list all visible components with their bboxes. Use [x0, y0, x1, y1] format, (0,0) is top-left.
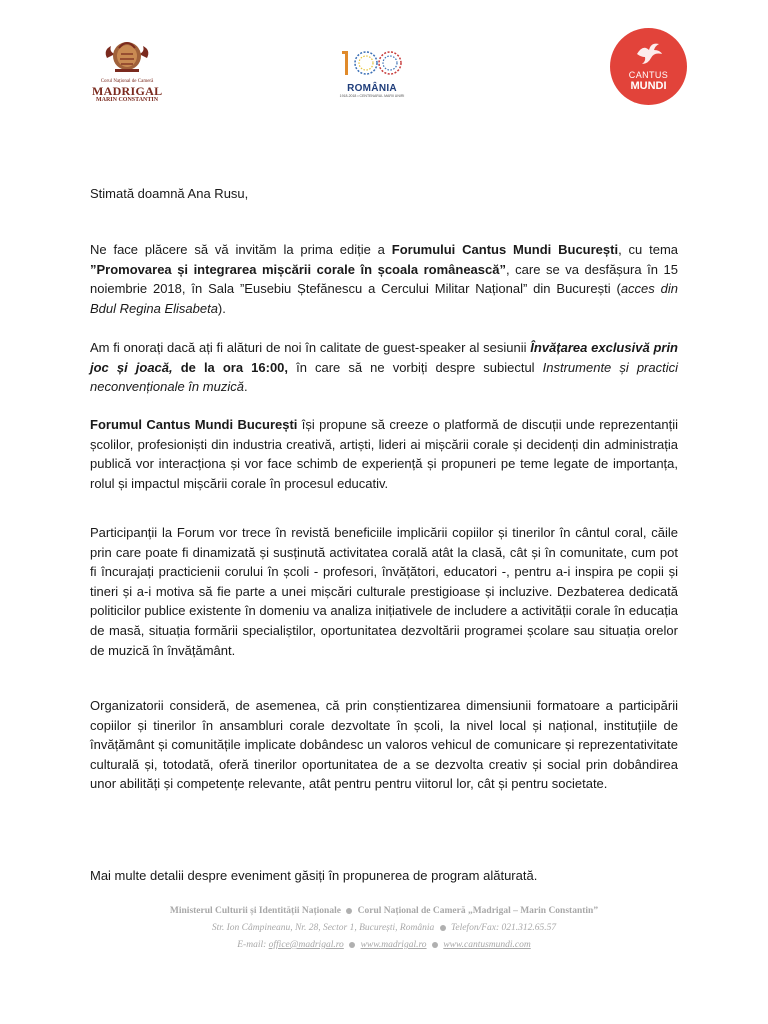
forum-name-bold: Forumul Cantus Mundi București: [90, 417, 298, 432]
talk-subject: Instrumente și practici neconvenționale în muzică: [90, 359, 678, 395]
p1-text-a: Ne face plăcere să vă invităm la prima ediție a: [90, 242, 392, 257]
forum-theme: ”Promovarea și integrarea mișcării corale în școala românească”: [90, 261, 506, 277]
romania-centenar-logo: [336, 48, 408, 100]
p3-text-b: își propune să creeze o platformă de discuții unde reprezentanții școlilor, profesioniști din industria creativă, artiști, lideri ai mișcării corale și decidenți din administrația publică vor interacționa și vor face schimb de experiență și propuneri pe teme legate de importanța, rolul și impactul mișcării corale în procesul educativ.: [90, 417, 678, 491]
centenar-word: ROMÂNIA: [347, 83, 397, 94]
p1-text-g: ).: [217, 300, 226, 316]
separator-dot-icon: [346, 908, 352, 914]
paragraph-more-details: Mai multe detalii despre eveniment găsiți în propunerea de program alăturată.: [90, 868, 538, 883]
footer-cantusmundi-link[interactable]: www.cantusmundi.com: [443, 940, 531, 950]
p2-text-f: .: [243, 379, 248, 395]
cantus-word: CANTUS: [628, 70, 669, 80]
footer-address-line: [90, 920, 678, 937]
madrigal-crest-icon: [101, 34, 153, 74]
paragraph-organizers: Organizatorii consideră, de asemenea, că prin conștientizarea dimensiunii formatoare a participării copiilor și tinerilor în ansambluri corale dezvoltate în școli, la nivel local și național, instituțiile de învățământ și comunitățile implicate dobândesc un valoros vehicul de comunicare și reprezentativitate culturală și, totodată, oferă tinerilor oportunitatea de a se dezvolta creativ și social prin dobândirea unor abilități și competențe relevante, atât pentru pentru viitorul lor, cât și pentru societate.: [90, 698, 678, 792]
separator-dot-icon: [440, 925, 446, 931]
p2-text-a: Am fi onorați dacă ați fi alături de noi în calitate de guest-speaker al sesiunii: [90, 340, 531, 355]
p2-text-d: în care să ne vorbiți despre subiectul: [288, 359, 543, 375]
footer-madrigal-link[interactable]: www.madrigal.ro: [360, 940, 427, 950]
paragraph-guest-speaker: [90, 338, 678, 397]
footer-contact-line: [90, 937, 678, 954]
footer-email-link[interactable]: office@madrigal.ro: [268, 940, 344, 950]
bird-icon: [634, 42, 664, 66]
mundi-word: MUNDI: [630, 80, 667, 92]
access-note: acces din Bdul Regina Elisabeta: [90, 281, 678, 316]
separator-dot-icon: [349, 942, 355, 948]
footer-email-label: E-mail:: [237, 940, 269, 950]
separator-dot-icon: [432, 942, 438, 948]
footer-ministry: Ministerul Culturii și Identității Naționale: [169, 906, 341, 916]
centenar-tagline: 1918-2018 • CENTENARUL MARII UNIRI: [339, 94, 405, 98]
paragraph-invitation: [90, 240, 678, 318]
footer-choir: Corul Național de Cameră „Madrigal – Marin Constantin”: [357, 906, 599, 916]
footer-phone: Telefon/Fax: 021.312.65.57: [450, 923, 557, 933]
madrigal-subtitle: MARIN CONSTANTIN: [95, 97, 159, 103]
madrigal-logo: [92, 34, 162, 106]
footer-address: Str. Ion Câmpineanu, Nr. 28, Sector 1, București, România: [211, 923, 435, 933]
madrigal-name: MADRIGAL: [92, 84, 163, 98]
madrigal-small-text: Corul Național de Cameră: [100, 79, 154, 84]
centenar-100-icon: [336, 48, 408, 78]
cantus-mundi-logo: [610, 28, 687, 105]
session-title: Învățarea exclusivă prin joc și joacă,: [90, 340, 678, 375]
forum-name: Forumului Cantus Mundi București: [391, 242, 619, 257]
session-time: de la ora 16:00,: [172, 359, 289, 375]
footer-organizations: [90, 903, 678, 920]
paragraph-forum-purpose: [90, 415, 678, 493]
p1-text-e: , care se va desfășura în 15 noiembrie 2018, în Sala ”Eusebiu Ștefănescu a Cercului Militar Național” din București (: [90, 261, 678, 297]
paragraph-participants: Participanții la Forum vor trece în revistă beneficiile implicării copiilor și tinerilor în cântul coral, căile prin care poate fi dinamizată și susținută activitatea corală atât la clasă, cât și în comunitate, cum pot fi încurajați practicienii corului în școli - profesori, învățători, educatori -, pentru a-i inspira pe copii și tineri și a-i motiva să fie parte a unei mișcări culturale prestigioase și incluzive. Dezbaterea dedicată politicilor publice existente în domeniu va analiza inițiativele de includere a activității corale în educația de masă, situația formării specialiștilor, oportunitatea dezvoltării programei școlare sau situația orelor de muzică în învățământ.: [90, 525, 678, 658]
greeting: Stimată doamnă Ana Rusu,: [90, 186, 249, 201]
p1-text-c: , cu tema: [618, 242, 679, 257]
